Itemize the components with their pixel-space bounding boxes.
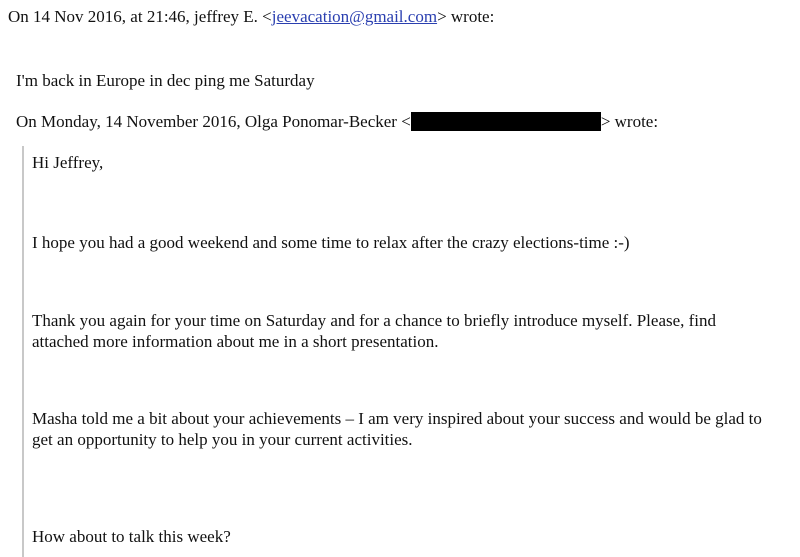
quote-header-jeffrey	[8, 6, 494, 27]
quoted-paragraph-2: Thank you again for your time on Saturday and for a chance to briefly introduce myself. Please, find attached more information about me in a short presentation.	[32, 311, 717, 351]
quoted-paragraph-1: I hope you had a good weekend and some time to relax after the crazy elections-time :-)	[32, 233, 630, 252]
reply-text: I'm back in Europe in dec ping me Saturday	[16, 71, 315, 90]
quote-header-olga-prefix: On Monday, 14 November 2016, Olga Ponomar-Becker <	[16, 112, 411, 131]
quoted-paragraph-3: Masha told me a bit about your achievements – I am very inspired about your success and would be glad to get an opportunity to help you in your current activities.	[32, 409, 762, 449]
quote-header-jeffrey-suffix: > wrote:	[437, 7, 495, 26]
quote-header-olga	[16, 111, 658, 132]
sender-email-link[interactable]: jeevacation@gmail.com	[271, 7, 438, 26]
quote-bar	[22, 146, 24, 557]
quote-header-olga-suffix: > wrote:	[600, 112, 659, 131]
quoted-paragraph-4: How about to talk this week?	[32, 527, 231, 546]
reply-message	[16, 70, 315, 91]
quote-header-jeffrey-prefix: On 14 Nov 2016, at 21:46, jeffrey E. <	[8, 7, 272, 26]
quoted-greeting: Hi Jeffrey,	[32, 153, 104, 172]
redacted-email-block	[411, 112, 601, 131]
